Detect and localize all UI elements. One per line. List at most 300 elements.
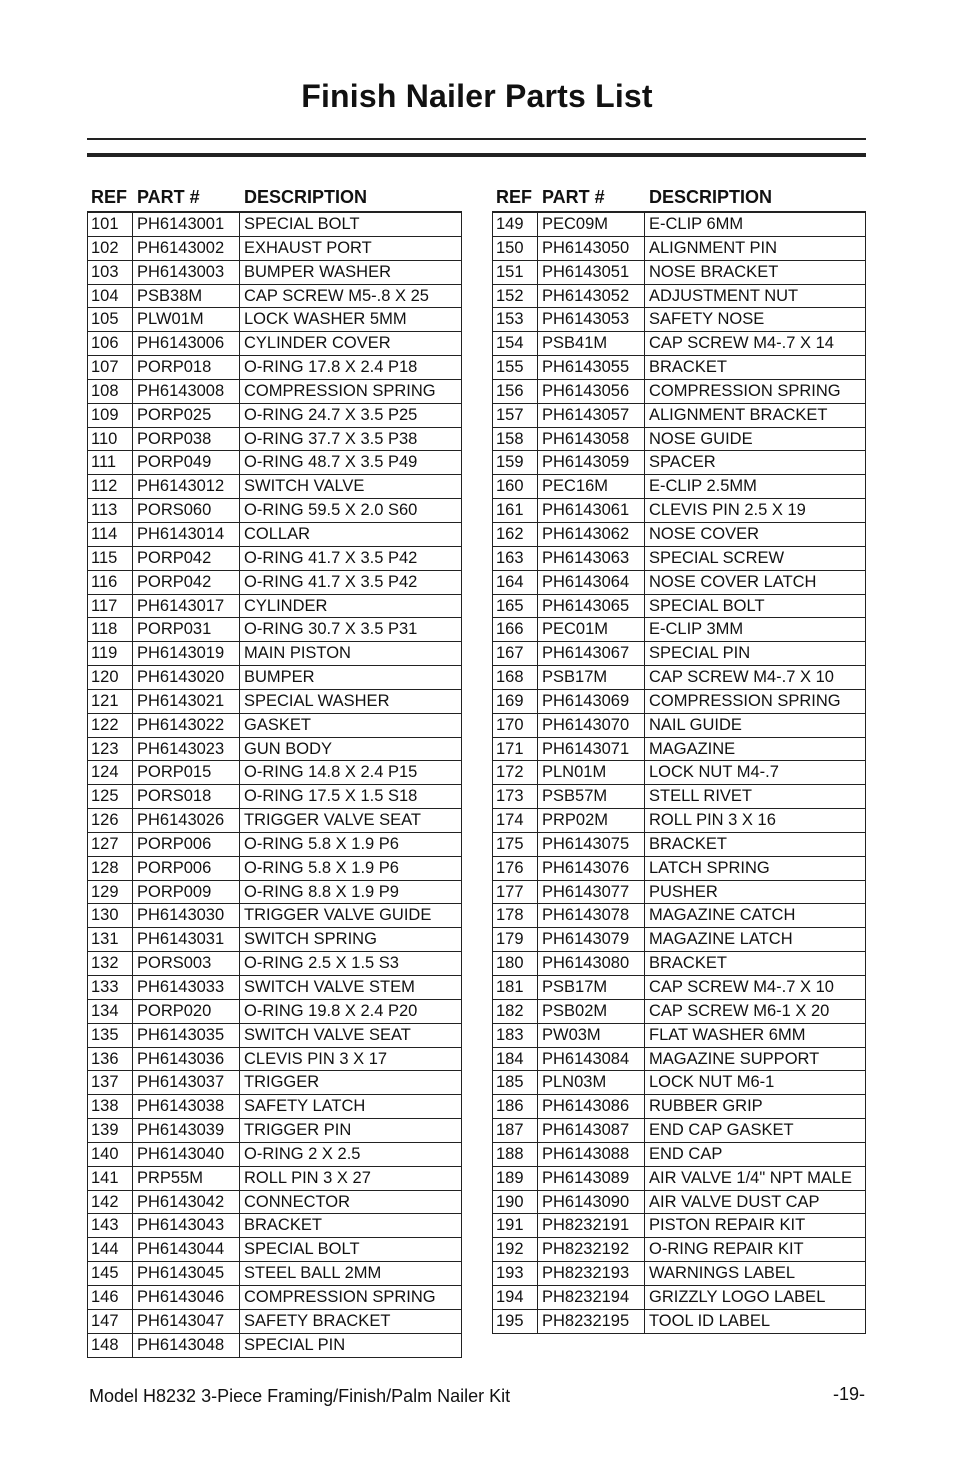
footer-model: Model H8232 3-Piece Framing/Finish/Palm Nailer Kit	[89, 1386, 511, 1406]
part-number-cell: PH6143053	[538, 308, 645, 331]
description-cell: SPECIAL BOLT	[244, 215, 360, 233]
description-cell: END CAP GASKET	[649, 1121, 794, 1140]
header-ref: REF	[91, 187, 127, 207]
ref-cell: 108	[88, 380, 133, 403]
description-cell: MAGAZINE SUPPORT	[649, 1049, 820, 1068]
title-rule-thick	[87, 153, 866, 157]
description-cell: MAIN PISTON	[244, 644, 351, 663]
description-cell: CAP SCREW M6-1 X 20	[649, 1001, 830, 1020]
description-cell: SPECIAL BOLT	[244, 1240, 360, 1259]
table-row	[88, 1143, 461, 1167]
table-row	[88, 451, 461, 475]
part-number-cell: PH6143045	[133, 1262, 240, 1285]
ref-cell: 181	[493, 976, 538, 999]
table-row	[493, 1214, 865, 1238]
ref-cell: 115	[88, 547, 133, 570]
description-cell: TRIGGER	[244, 1073, 320, 1092]
part-number-cell: PH6143088	[538, 1143, 645, 1166]
table-header	[87, 185, 462, 211]
title-rule-thin	[87, 138, 866, 140]
table-row	[88, 1000, 461, 1024]
description-cell: O-RING 41.7 X 3.5 P42	[244, 548, 418, 567]
description-cell: SWITCH VALVE SEAT	[244, 1025, 411, 1044]
description-cell: PISTON REPAIR KIT	[649, 1216, 806, 1235]
table-row	[493, 404, 865, 428]
description-cell: SPECIAL WASHER	[244, 691, 390, 710]
table-row	[88, 1095, 461, 1119]
part-number-cell: PEC01M	[538, 618, 645, 641]
table-row	[88, 428, 461, 452]
ref-cell: 171	[493, 738, 538, 761]
part-number-cell: PSB57M	[538, 785, 645, 808]
table-row	[493, 332, 865, 356]
header-part: PART #	[137, 187, 200, 207]
description-cell: O-RING 8.8 X 1.9 P9	[244, 882, 399, 901]
table-row	[493, 261, 865, 285]
part-number-cell: PH6143021	[133, 690, 240, 713]
part-number-cell: PH6143079	[538, 928, 645, 951]
ref-cell: 175	[493, 833, 538, 856]
description-cell: BRACKET	[649, 358, 727, 377]
part-number-cell: PH6143026	[133, 809, 240, 832]
part-number-cell: PH6143076	[538, 857, 645, 880]
table-row	[493, 1286, 865, 1310]
table-row	[493, 1000, 865, 1024]
ref-cell: 160	[493, 475, 538, 498]
ref-cell: 182	[493, 1000, 538, 1023]
part-number-cell: PH6143078	[538, 904, 645, 927]
table-row	[88, 475, 461, 499]
parts-grid	[492, 211, 866, 1334]
description-cell: SAFETY NOSE	[649, 310, 765, 329]
part-number-cell: PH6143055	[538, 356, 645, 379]
ref-cell: 134	[88, 1000, 133, 1023]
description-cell: STELL RIVET	[649, 787, 753, 806]
description-cell: BRACKET	[244, 1216, 322, 1235]
table-row	[493, 1143, 865, 1167]
part-number-cell: PH8232191	[538, 1214, 645, 1237]
table-row	[88, 809, 461, 833]
description-cell: O-RING 41.7 X 3.5 P42	[244, 572, 418, 591]
description-cell: LOCK NUT M6-1	[649, 1073, 775, 1092]
part-number-cell: PORP038	[133, 428, 240, 451]
ref-cell: 126	[88, 809, 133, 832]
part-number-cell: PH6143033	[133, 976, 240, 999]
part-number-cell: PH6143044	[133, 1238, 240, 1261]
table-row	[88, 1238, 461, 1262]
ref-cell: 159	[493, 451, 538, 474]
table-row	[88, 642, 461, 666]
description-cell: TRIGGER VALVE GUIDE	[244, 906, 432, 925]
description-cell: O-RING 59.5 X 2.0 S60	[244, 501, 418, 520]
table-header	[492, 185, 866, 211]
ref-cell: 123	[88, 738, 133, 761]
description-cell: COMPRESSION SPRING	[244, 1287, 436, 1306]
table-row	[88, 833, 461, 857]
ref-cell: 144	[88, 1238, 133, 1261]
ref-cell: 163	[493, 547, 538, 570]
ref-cell: 149	[493, 213, 538, 236]
table-row	[493, 618, 865, 642]
table-row	[88, 881, 461, 905]
parts-grid	[87, 211, 462, 1358]
description-cell: GUN BODY	[244, 739, 333, 758]
table-row	[493, 857, 865, 881]
table-row	[88, 1286, 461, 1310]
description-cell: SPECIAL SCREW	[649, 548, 785, 567]
table-row	[493, 1167, 865, 1191]
ref-cell: 156	[493, 380, 538, 403]
table-row	[88, 595, 461, 619]
ref-cell: 118	[88, 618, 133, 641]
description-cell: PUSHER	[649, 882, 718, 901]
ref-cell: 150	[493, 237, 538, 260]
description-cell: MAGAZINE LATCH	[649, 930, 793, 949]
description-cell: O-RING 24.7 X 3.5 P25	[244, 405, 418, 424]
part-number-cell: PEC16M	[538, 475, 645, 498]
description-cell: COMPRESSION SPRING	[244, 381, 436, 400]
part-number-cell: PH6143070	[538, 714, 645, 737]
ref-cell: 189	[493, 1167, 538, 1190]
part-number-cell: PH6143030	[133, 904, 240, 927]
description-cell: CYLINDER COVER	[244, 334, 391, 353]
part-number-cell: PH6143080	[538, 952, 645, 975]
part-number-cell: PSB02M	[538, 1000, 645, 1023]
ref-cell: 137	[88, 1071, 133, 1094]
ref-cell: 127	[88, 833, 133, 856]
part-number-cell: PLN01M	[538, 761, 645, 784]
ref-cell: 192	[493, 1238, 538, 1261]
description-cell: LOCK NUT M4-.7	[649, 763, 779, 782]
ref-cell: 183	[493, 1024, 538, 1047]
table-row	[493, 690, 865, 714]
description-cell: ROLL PIN 3 X 27	[244, 1168, 371, 1187]
ref-cell: 158	[493, 428, 538, 451]
ref-cell: 173	[493, 785, 538, 808]
header-description: DESCRIPTION	[244, 187, 368, 207]
ref-cell: 178	[493, 904, 538, 927]
ref-cell: 102	[88, 237, 133, 260]
description-cell: O-RING 2.5 X 1.5 S3	[244, 954, 399, 973]
description-cell: O-RING 48.7 X 3.5 P49	[244, 453, 418, 472]
table-row	[493, 547, 865, 571]
description-cell: MAGAZINE	[649, 739, 736, 758]
description-cell: MAGAZINE CATCH	[649, 906, 796, 925]
ref-cell: 139	[88, 1119, 133, 1142]
part-number-cell: PH6143046	[133, 1286, 240, 1309]
description-cell: ALIGNMENT BRACKET	[649, 405, 828, 424]
ref-cell: 121	[88, 690, 133, 713]
table-row	[493, 356, 865, 380]
part-number-cell: PH6143052	[538, 285, 645, 308]
description-cell: NOSE GUIDE	[649, 429, 753, 448]
description-cell: COLLAR	[244, 524, 311, 543]
part-number-cell: PH6143017	[133, 595, 240, 618]
ref-cell: 161	[493, 499, 538, 522]
table-row	[88, 1262, 461, 1286]
table-row	[88, 928, 461, 952]
parts-table-right	[492, 185, 866, 1334]
description-cell: NOSE COVER	[649, 524, 760, 543]
ref-cell: 141	[88, 1167, 133, 1190]
ref-cell: 136	[88, 1048, 133, 1071]
part-number-cell: PORP042	[133, 547, 240, 570]
table-row	[88, 404, 461, 428]
ref-cell: 180	[493, 952, 538, 975]
table-row	[493, 714, 865, 738]
part-number-cell: PH6143048	[133, 1334, 240, 1357]
part-number-cell: PH6143084	[538, 1048, 645, 1071]
table-row	[493, 475, 865, 499]
part-number-cell: PH6143063	[538, 547, 645, 570]
ref-cell: 166	[493, 618, 538, 641]
ref-cell: 105	[88, 308, 133, 331]
part-number-cell: PH8232192	[538, 1238, 645, 1261]
part-number-cell: PH6143035	[133, 1024, 240, 1047]
part-number-cell: PH6143012	[133, 475, 240, 498]
table-row	[88, 332, 461, 356]
table-row	[493, 904, 865, 928]
ref-cell: 195	[493, 1310, 538, 1333]
table-row	[493, 809, 865, 833]
description-cell: LOCK WASHER 5MM	[244, 310, 407, 329]
ref-cell: 106	[88, 332, 133, 355]
part-number-cell: PH6143067	[538, 642, 645, 665]
part-number-cell: PH6143057	[538, 404, 645, 427]
table-row	[493, 1048, 865, 1072]
table-row	[88, 523, 461, 547]
description-cell: E-CLIP 3MM	[649, 620, 744, 639]
description-cell: NOSE BRACKET	[649, 262, 779, 281]
part-number-cell: PH6143069	[538, 690, 645, 713]
ref-cell: 112	[88, 475, 133, 498]
ref-cell: 179	[493, 928, 538, 951]
table-row	[493, 761, 865, 785]
part-number-cell: PH6143022	[133, 714, 240, 737]
part-number-cell: PH6143006	[133, 332, 240, 355]
table-row	[493, 571, 865, 595]
description-cell: GRIZZLY LOGO LABEL	[649, 1287, 826, 1306]
part-number-cell: PH6143043	[133, 1214, 240, 1237]
description-cell: ADJUSTMENT NUT	[649, 286, 799, 305]
part-number-cell: PH6143087	[538, 1119, 645, 1142]
page-number: -19-	[832, 1384, 865, 1404]
part-number-cell: PH6143062	[538, 523, 645, 546]
table-row	[88, 1167, 461, 1191]
ref-cell: 113	[88, 499, 133, 522]
description-cell: O-RING 17.5 X 1.5 S18	[244, 787, 418, 806]
table-row	[493, 738, 865, 762]
ref-cell: 165	[493, 595, 538, 618]
description-cell: ROLL PIN 3 X 16	[649, 811, 776, 830]
table-row	[493, 1310, 865, 1333]
part-number-cell: PH6143038	[133, 1095, 240, 1118]
ref-cell: 167	[493, 642, 538, 665]
description-cell: CLEVIS PIN 3 X 17	[244, 1049, 388, 1068]
ref-cell: 125	[88, 785, 133, 808]
table-row	[493, 833, 865, 857]
description-cell: BUMPER	[244, 668, 315, 687]
ref-cell: 101	[88, 213, 133, 236]
description-cell: END CAP	[649, 1144, 723, 1163]
description-cell: CAP SCREW M5-.8 X 25	[244, 286, 429, 305]
ref-cell: 132	[88, 952, 133, 975]
ref-cell: 172	[493, 761, 538, 784]
table-row	[88, 547, 461, 571]
ref-cell: 110	[88, 428, 133, 451]
table-row	[493, 1119, 865, 1143]
table-row	[88, 1119, 461, 1143]
part-number-cell: PORS060	[133, 499, 240, 522]
description-cell: SWITCH SPRING	[244, 930, 377, 949]
table-row	[493, 976, 865, 1000]
table-row	[493, 428, 865, 452]
table-row	[88, 785, 461, 809]
ref-cell: 162	[493, 523, 538, 546]
table-row	[493, 1262, 865, 1286]
part-number-cell: PH6143065	[538, 595, 645, 618]
description-cell: E-CLIP 6MM	[649, 215, 744, 233]
part-number-cell: PH8232193	[538, 1262, 645, 1285]
ref-cell: 185	[493, 1071, 538, 1094]
description-cell: O-RING 2 X 2.5	[244, 1144, 361, 1163]
ref-cell: 152	[493, 285, 538, 308]
table-row	[88, 738, 461, 762]
part-number-cell: PH6143040	[133, 1143, 240, 1166]
part-number-cell: PH6143039	[133, 1119, 240, 1142]
ref-cell: 142	[88, 1191, 133, 1214]
ref-cell: 133	[88, 976, 133, 999]
table-row	[493, 595, 865, 619]
part-number-cell: PORP006	[133, 857, 240, 880]
part-number-cell: PH6143071	[538, 738, 645, 761]
part-number-cell: PH8232194	[538, 1286, 645, 1309]
description-cell: NAIL GUIDE	[649, 715, 742, 734]
table-row	[493, 952, 865, 976]
part-number-cell: PRP55M	[133, 1167, 240, 1190]
table-row	[88, 237, 461, 261]
ref-cell: 103	[88, 261, 133, 284]
part-number-cell: PSB38M	[133, 285, 240, 308]
part-number-cell: PH6143001	[133, 213, 240, 236]
description-cell: CAP SCREW M4-.7 X 10	[649, 668, 834, 687]
description-cell: STEEL BALL 2MM	[244, 1264, 382, 1283]
part-number-cell: PH6143031	[133, 928, 240, 951]
part-number-cell: PRP02M	[538, 809, 645, 832]
part-number-cell: PORP042	[133, 571, 240, 594]
part-number-cell: PH6143003	[133, 261, 240, 284]
description-cell: WARNINGS LABEL	[649, 1264, 796, 1283]
part-number-cell: PH6143047	[133, 1310, 240, 1333]
ref-cell: 164	[493, 571, 538, 594]
description-cell: RUBBER GRIP	[649, 1097, 763, 1116]
description-cell: SAFETY BRACKET	[244, 1311, 391, 1330]
ref-cell: 114	[88, 523, 133, 546]
part-number-cell: PH6143056	[538, 380, 645, 403]
table-row	[88, 285, 461, 309]
table-row	[493, 523, 865, 547]
table-row	[88, 308, 461, 332]
ref-cell: 116	[88, 571, 133, 594]
description-cell: O-RING 19.8 X 2.4 P20	[244, 1001, 418, 1020]
table-row	[88, 213, 461, 237]
description-cell: O-RING REPAIR KIT	[649, 1240, 804, 1259]
part-number-cell: PORP009	[133, 881, 240, 904]
ref-cell: 138	[88, 1095, 133, 1118]
description-cell: SPECIAL PIN	[649, 644, 751, 663]
ref-cell: 154	[493, 332, 538, 355]
ref-cell: 187	[493, 1119, 538, 1142]
description-cell: O-RING 14.8 X 2.4 P15	[244, 763, 418, 782]
ref-cell: 155	[493, 356, 538, 379]
description-cell: NOSE COVER LATCH	[649, 572, 817, 591]
part-number-cell: PORP018	[133, 356, 240, 379]
description-cell: LATCH SPRING	[649, 858, 770, 877]
part-number-cell: PH6143037	[133, 1071, 240, 1094]
description-cell: COMPRESSION SPRING	[649, 381, 841, 400]
ref-cell: 153	[493, 308, 538, 331]
table-row	[88, 714, 461, 738]
part-number-cell: PH6143086	[538, 1095, 645, 1118]
table-row	[88, 666, 461, 690]
description-cell: GASKET	[244, 715, 311, 734]
ref-cell: 176	[493, 857, 538, 880]
part-number-cell: PSB17M	[538, 666, 645, 689]
ref-cell: 191	[493, 1214, 538, 1237]
ref-cell: 151	[493, 261, 538, 284]
ref-cell: 168	[493, 666, 538, 689]
part-number-cell: PH6143058	[538, 428, 645, 451]
part-number-cell: PEC09M	[538, 213, 645, 236]
part-number-cell: PLW01M	[133, 308, 240, 331]
part-number-cell: PORS018	[133, 785, 240, 808]
ref-cell: 124	[88, 761, 133, 784]
ref-cell: 143	[88, 1214, 133, 1237]
part-number-cell: PH6143075	[538, 833, 645, 856]
parts-table-left	[87, 185, 462, 1358]
description-cell: AIR VALVE DUST CAP	[649, 1192, 820, 1211]
table-row	[88, 1191, 461, 1215]
ref-cell: 109	[88, 404, 133, 427]
header-description: DESCRIPTION	[649, 187, 773, 207]
part-number-cell: PH6143077	[538, 881, 645, 904]
ref-cell: 147	[88, 1310, 133, 1333]
part-number-cell: PORP049	[133, 451, 240, 474]
description-cell: TOOL ID LABEL	[649, 1311, 771, 1330]
description-cell: COMPRESSION SPRING	[649, 691, 841, 710]
table-row	[88, 1214, 461, 1238]
ref-cell: 184	[493, 1048, 538, 1071]
table-row	[493, 1095, 865, 1119]
table-row	[88, 571, 461, 595]
part-number-cell: PW03M	[538, 1024, 645, 1047]
ref-cell: 174	[493, 809, 538, 832]
description-cell: E-CLIP 2.5MM	[649, 477, 757, 496]
header-ref: REF	[496, 187, 532, 207]
description-cell: TRIGGER PIN	[244, 1121, 352, 1140]
description-cell: CYLINDER	[244, 596, 328, 615]
part-number-cell: PH6143014	[133, 523, 240, 546]
part-number-cell: PH6143051	[538, 261, 645, 284]
description-cell: SWITCH VALVE STEM	[244, 978, 415, 996]
part-number-cell: PORP006	[133, 833, 240, 856]
part-number-cell: PORP031	[133, 618, 240, 641]
ref-cell: 135	[88, 1024, 133, 1047]
ref-cell: 119	[88, 642, 133, 665]
ref-cell: 170	[493, 714, 538, 737]
part-number-cell: PSB41M	[538, 332, 645, 355]
part-number-cell: PH6143061	[538, 499, 645, 522]
